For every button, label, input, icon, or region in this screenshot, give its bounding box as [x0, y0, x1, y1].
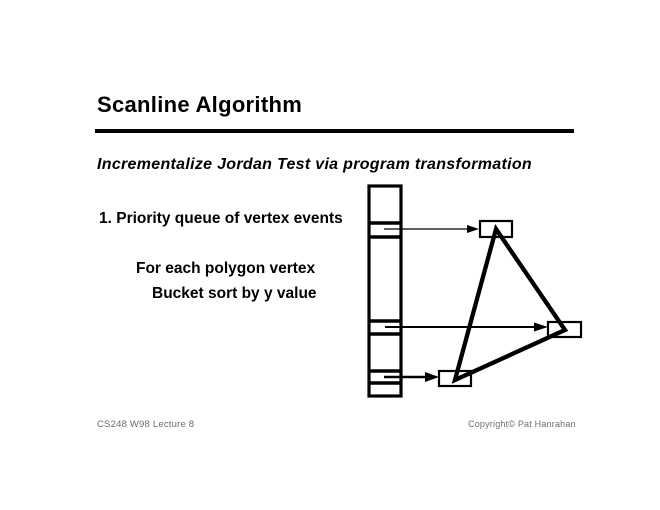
slide-title: Scanline Algorithm [97, 92, 303, 117]
pointer-arrowhead [467, 225, 479, 233]
footer-copyright: Copyright© Pat Hanrahan [468, 419, 576, 429]
slide-subtitle: Incrementalize Jordan Test via program transformation [97, 156, 532, 173]
body-for-each-polygon-vertex: For each polygon vertex [136, 260, 316, 277]
bucket-array-outline [369, 186, 401, 396]
body-step-1: 1. Priority queue of vertex events [99, 210, 343, 227]
pointer-arrowhead [425, 372, 439, 382]
body-bucket-sort-by-y: Bucket sort by y value [152, 285, 317, 302]
footer-course-label: CS248 W98 Lecture 8 [97, 419, 195, 430]
polygon-triangle [455, 229, 565, 380]
pointer-arrowhead [534, 323, 548, 332]
